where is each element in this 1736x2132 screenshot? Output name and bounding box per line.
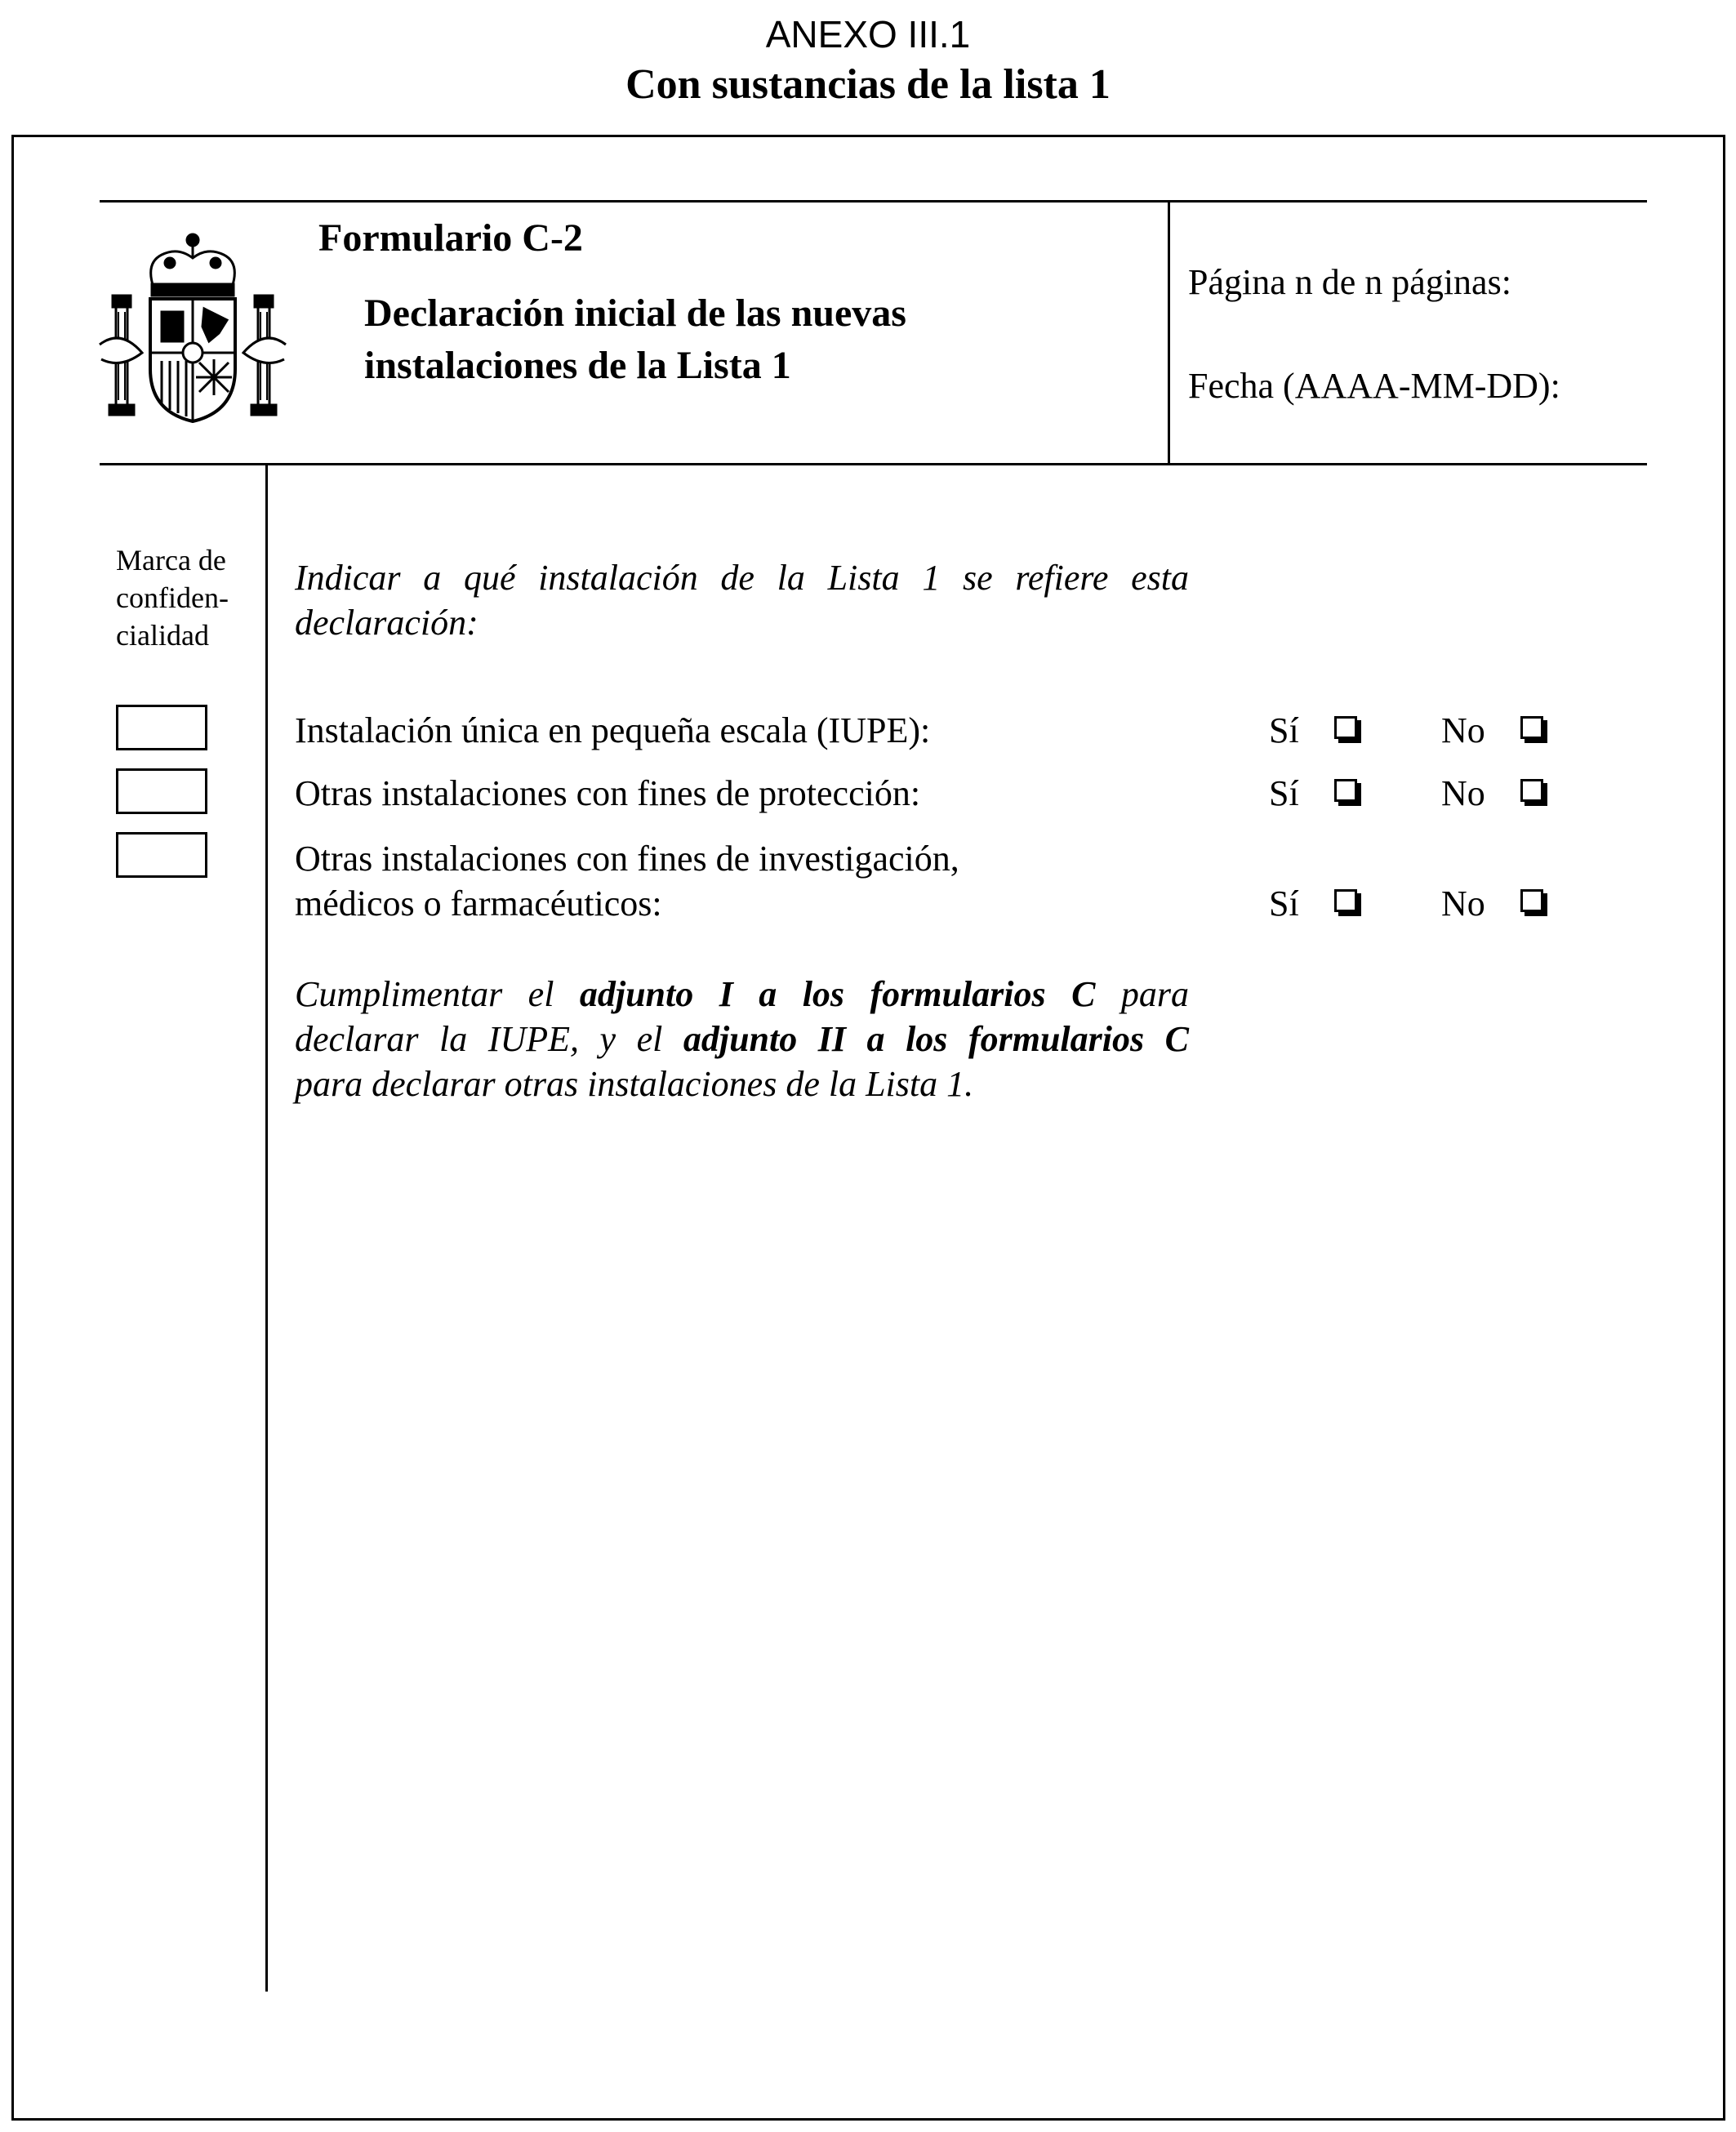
yes-label: Sí xyxy=(1269,773,1299,813)
intro-line: declaración: xyxy=(295,603,479,643)
yes-label: Sí xyxy=(1269,710,1299,750)
header-top-rule xyxy=(100,200,1647,203)
annex-title: Con sustancias de la lista 1 xyxy=(625,61,1111,108)
confidentiality-label-line: confiden- xyxy=(116,581,229,614)
intro-instruction xyxy=(295,555,1189,645)
note-attachment-1: adjunto I a los formularios C xyxy=(579,974,1096,1014)
header-divider xyxy=(1168,200,1170,465)
confidentiality-box-3[interactable] xyxy=(116,832,207,878)
yes-label: Sí xyxy=(1269,884,1299,924)
intro-line: Indicar a qué instalación de la Lista 1 se refiere esta xyxy=(295,558,1189,598)
note-attachment-2: adjunto II a los formularios C xyxy=(683,1019,1189,1059)
date-label: Fecha (AAAA-MM-DD): xyxy=(1188,366,1560,406)
note-line-3: para declarar otras instalaciones de la Lista 1. xyxy=(295,1064,974,1104)
checkbox-yes-iupe[interactable] xyxy=(1334,716,1357,739)
checkbox-no-protection[interactable] xyxy=(1520,779,1543,802)
confidentiality-label xyxy=(116,541,255,654)
no-label: No xyxy=(1441,773,1485,813)
note-text: Cumplimentar el xyxy=(295,974,580,1014)
page-count-label: Página n de n páginas: xyxy=(1188,262,1511,302)
header-bottom-rule xyxy=(100,463,1647,465)
question-label-research-line1: Otras instalaciones con fines de investigación, xyxy=(295,839,959,879)
annex-label: ANEXO III.1 xyxy=(765,13,971,56)
form-frame xyxy=(11,135,1725,2121)
confidentiality-box-1[interactable] xyxy=(116,705,207,750)
note-line-1 xyxy=(295,972,1189,1017)
confidentiality-label-line: Marca de xyxy=(116,544,226,576)
question-label-iupe: Instalación única en pequeña escala (IUPE): xyxy=(295,710,931,750)
checkbox-no-research[interactable] xyxy=(1520,889,1543,912)
checkbox-yes-protection[interactable] xyxy=(1334,779,1357,802)
note-line-2 xyxy=(295,1017,1189,1062)
confidentiality-label-line: cialidad xyxy=(116,619,209,652)
coat-of-arms-icon xyxy=(96,230,289,431)
checkbox-yes-research[interactable] xyxy=(1334,889,1357,912)
question-label-protection: Otras instalaciones con fines de protección: xyxy=(295,773,921,813)
form-code: Formulario C-2 xyxy=(318,216,583,260)
question-label-research-line2: médicos o farmacéuticos: xyxy=(295,884,662,924)
note-text: para xyxy=(1095,974,1189,1014)
form-title: Declaración inicial de las nuevas instalaciones de la Lista 1 xyxy=(364,292,906,387)
no-label: No xyxy=(1441,884,1485,924)
note-text: declarar la IUPE, y el xyxy=(295,1019,683,1059)
confidentiality-box-2[interactable] xyxy=(116,768,207,814)
attachment-note xyxy=(295,972,1189,1106)
left-column-divider xyxy=(265,465,268,1992)
no-label: No xyxy=(1441,710,1485,750)
checkbox-no-iupe[interactable] xyxy=(1520,716,1543,739)
